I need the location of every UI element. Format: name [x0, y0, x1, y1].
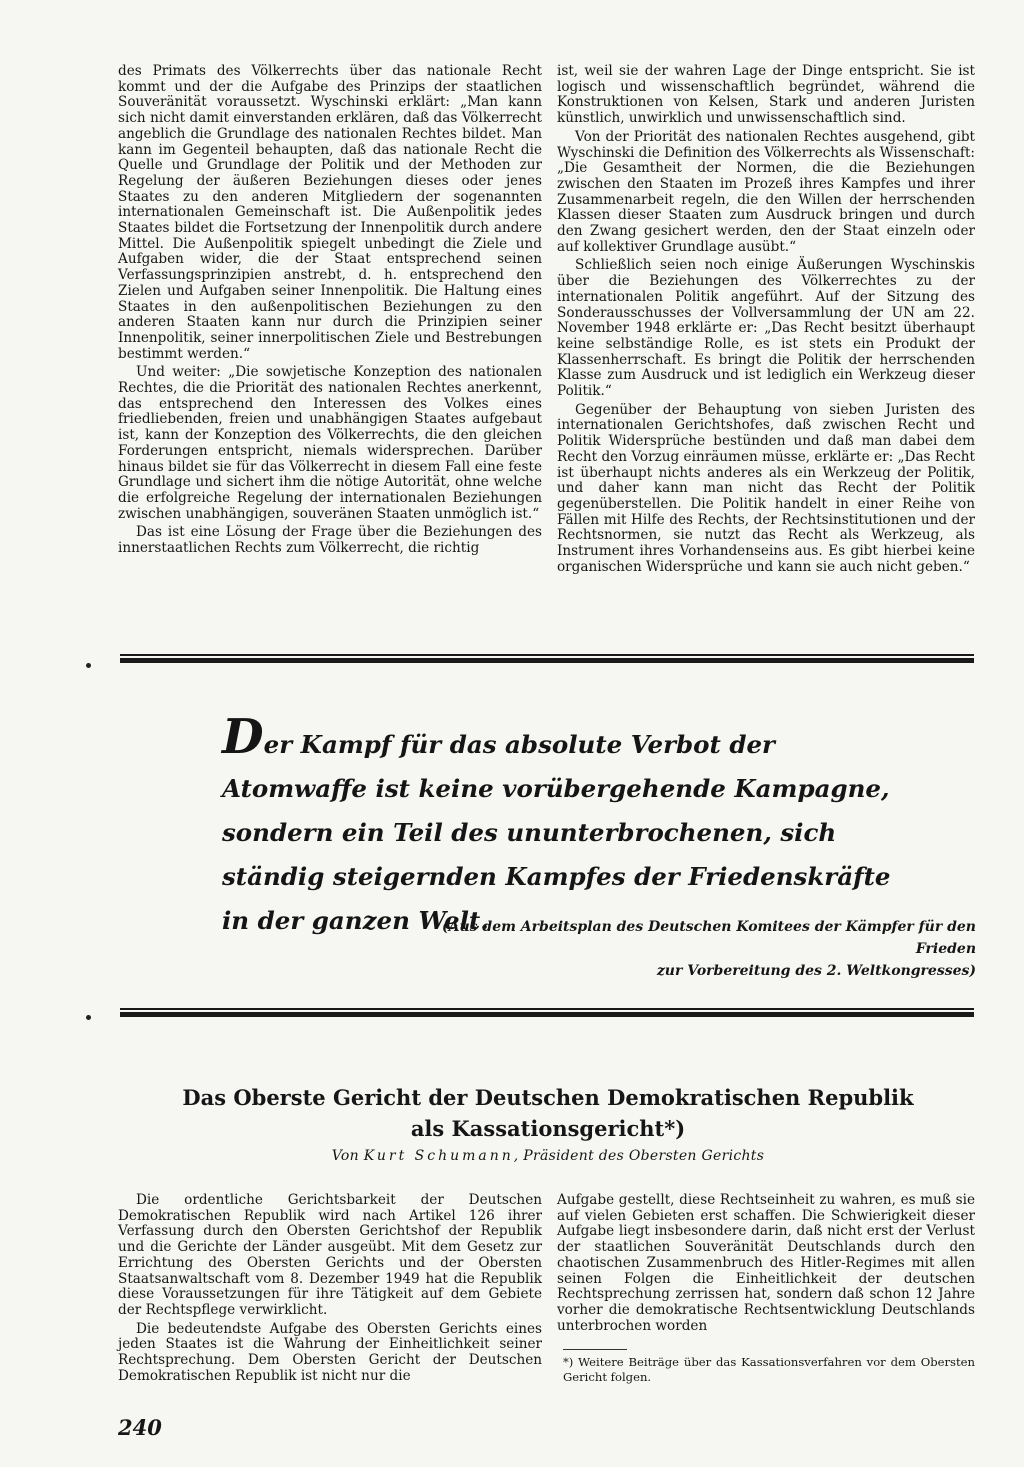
page-number: 240 — [118, 1415, 162, 1440]
slogan-initial: D — [222, 709, 264, 765]
slogan-source-line2: zur Vorbereitung des 2. Weltkongresses) — [656, 963, 976, 979]
paragraph: Die bedeutendste Aufgabe des Obersten Gerichts eines jeden Staates ist die Wahrung der Einheitlichkeit seiner Rechtsprechung. Dem Obersten Gericht der Deutschen Demokratischen Republik ist nicht nur die — [118, 1320, 542, 1384]
top-left-column — [118, 64, 542, 560]
footnote: *) Weitere Beiträge über das Kassationsverfahren vor dem Obersten Gericht folgen. — [563, 1355, 975, 1384]
article-title — [120, 1082, 976, 1144]
article-right-column — [557, 1193, 975, 1337]
slogan-text: er Kampf für das absolute Verbot der Atomwaffe ist keine vorübergehende Kampagne, sondern ein Teil des ununterbrochenen, sich ständig steigernden Kampfes der Friedenskräfte in der ganzen Welt. — [222, 730, 891, 935]
divider-top — [120, 654, 974, 663]
paragraph: Aufgabe gestellt, diese Rechtseinheit zu wahren, es muß sie auf vielen Gebieten erst schaffen. Die Schwierigkeit dieser Aufgabe liegt insbesondere darin, daß nicht erst der Verlust der staatlichen Souveränität Deutschlands durch den chaotischen Zusammenbruch des Hitler-Regimes mit allen seinen Folgen die Einheitlichkeit der deutschen Rechtsprechung zerrissen hat, sondern daß schon 12 Jahre vorher die demokratische Rechtsentwicklung Deutschlands unterbrochen worden — [557, 1192, 975, 1334]
slogan-source-line1: (Aus dem Arbeitsplan des Deutschen Komitees der Kämpfer für den Frieden — [442, 919, 976, 957]
paragraph: Von der Priorität des nationalen Rechtes ausgehend, gibt Wyschinski die Definition des Völkerrechts als Wissenschaft: „Die Gesamtheit der Normen, die die Beziehungen zwischen den Staaten im Prozeß ihres Kampfes und ihrer Zusammenarbeit regeln, die den Willen der herrschenden Klassen dieser Staaten zum Ausdruck bringen und durch den Zwang gesichert werden, den der Staat einzeln oder auf kollektiver Grundlage ausübt.“ — [557, 128, 975, 255]
byline-author: Kurt Schumann — [363, 1148, 514, 1164]
paragraph: des Primats des Völkerrechts über das nationale Recht kommt und der die Aufgabe des Prinzips der staatlichen Souveränität voraussetzt. Wyschinski erklärt: „Man kann sich nicht damit einverstanden erklären, daß das Völkerrecht angeblich die Grundlage des nationalen Rechtes bildet. Man kann im Gegenteil behaupten, daß das nationale Recht die Quelle und Grundlage der Politik und der Methoden zur Regelung der äußeren Beziehungen dieses oder jenes Staates zu den anderen Mitgliedern der sogenannten internationalen Gemeinschaft ist. Die Außenpolitik jedes Staates bildet die Fortsetzung der Innenpolitik durch andere Mittel. Die Außenpolitik spiegelt unbedingt die Ziele und Aufgaben wider, die der Staat entsprechend seinen Verfassungsprinzipien anstrebt, d. h. entsprechend den Zielen und Aufgaben seiner Innenpolitik. Die Haltung eines Staates in den außenpolitischen Beziehungen zu den anderen Staaten kann nur durch die Prinzipien seiner Innenpolitik, seiner innerpolitischen Ziele und Bestrebungen bestimmt werden.“ — [118, 63, 542, 362]
divider-bottom — [120, 1008, 974, 1017]
article-title-line2: als Kassationsgericht*) — [410, 1116, 686, 1141]
paragraph: Die ordentliche Gerichtsbarkeit der Deutschen Demokratischen Republik wird nach Artikel 126 ihrer Verfassung durch den Obersten Gerichtshof der Republik und die Gerichte der Länder ausgeübt. Mit dem Gesetz zur Errichtung des Obersten Gerichts und der Obersten Staatsanwaltschaft vom 8. Dezember 1949 hat die Republik diese Voraussetzungen für ihre Tätigkeit auf dem Gebiete der Rechtspflege verwirklicht. — [118, 1192, 542, 1318]
top-right-column — [557, 64, 975, 579]
paragraph: Gegenüber der Behauptung von sieben Juristen des internationalen Gerichtshofes, daß zwischen Recht und Politik Widersprüche bestünden und daß man dabei dem Recht den Vorzug einräumen müsse, erklärte er: „Das Recht ist überhaupt nichts anderes als ein Werkzeug der Politik, und daher kann man nicht das Recht der Politik gegenüberstellen. Die Politik handelt in einer Reihe von Fällen mit Hilfe des Rechts, der Rechtsinstitutionen und der Rechtsnormen, sie nutzt das Recht als Werkzeug, als Instrument ihres Vorhandenseins aus. Es gibt hierbei keine organischen Widersprüche und kann sie auch nicht geben.“ — [557, 401, 975, 575]
paragraph: Schließlich seien noch einige Äußerungen Wyschinskis über die Beziehungen des Völkerrechtes zu der internationalen Politik angeführt. Auf der Sitzung des Sonderausschusses der Vollversammlung der UN am 22. November 1948 erklärte er: „Das Recht besitzt überhaupt keine selbständige Rolle, es ist stets ein Produkt der Klassenherrschaft. Es bringt die Politik der herrschenden Klasse zum Ausdruck und ist lediglich ein Werkzeug dieser Politik.“ — [557, 257, 975, 400]
byline-prefix: Von — [331, 1148, 359, 1164]
footnote-divider — [563, 1349, 627, 1350]
paragraph: ist, weil sie der wahren Lage der Dinge entspricht. Sie ist logisch und wissenschaftlich begründet, während die Konstruktionen von Kelsen, Stark und anderen Juristen künstlich, unwirklich und unwissenschaftlich sind. — [557, 63, 975, 127]
paragraph: Und weiter: „Die sowjetische Konzeption des nationalen Rechtes, die die Priorität des nationalen Rechtes anerkennt, das entsprechend den Interessen des Volkes eines friedliebenden, freien und unabhängigen Staates aufgebaut ist, kann der Konzeption des Völkerrechts, die den gleichen Forderungen entspricht, niemals widersprechen. Darüber hinaus bildet sie für das Völkerrecht in diesem Fall eine feste Grundlage und sichert ihm die nötige Autorität, ohne welche die erfolgreiche Regelung der internationalen Beziehungen zwischen unabhängigen, souveränen Staaten unmöglich ist.“ — [118, 364, 542, 522]
slogan-box — [222, 709, 922, 943]
article-title-line1: Das Oberste Gericht der Deutschen Demokratischen Republik — [182, 1085, 914, 1110]
margin-mark — [86, 1015, 91, 1020]
margin-mark — [86, 663, 91, 668]
article-byline — [120, 1148, 976, 1164]
byline-suffix: , Präsident des Obersten Gerichts — [513, 1148, 765, 1164]
article-left-column — [118, 1193, 542, 1387]
paragraph: Das ist eine Lösung der Frage über die Beziehungen des innerstaatlichen Rechts zum Völkerrecht, die richtig — [118, 524, 542, 557]
slogan-source — [440, 916, 976, 982]
